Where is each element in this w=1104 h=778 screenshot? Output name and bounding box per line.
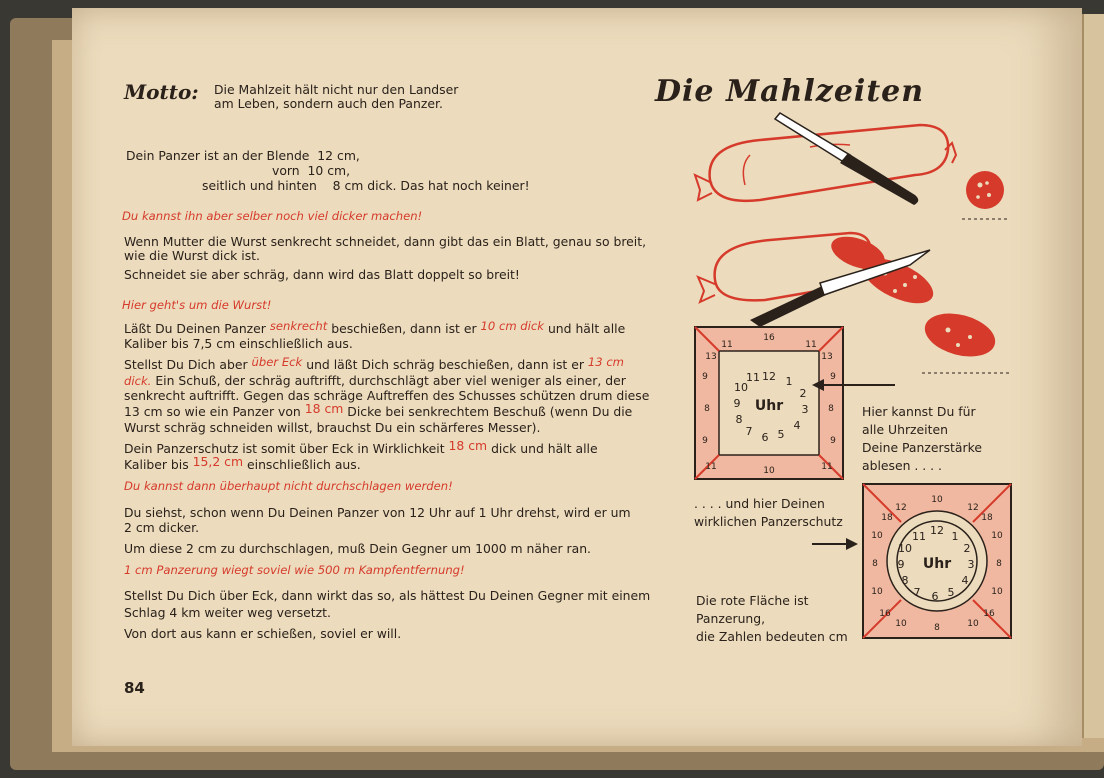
clock2-center-label: Uhr — [922, 556, 952, 572]
red-line-2: Hier geht's um die Wurst! — [122, 298, 272, 312]
svg-text:11: 11 — [821, 462, 833, 472]
p4-text-4: 13 cm so wie ein Panzer von — [124, 404, 301, 419]
p4-red-1: über Eck — [251, 355, 303, 369]
svg-text:9: 9 — [702, 436, 708, 446]
paragraph-7: Um diese 2 cm zu durchschlagen, muß Dein Gegner um 1000 m näher ran. — [124, 541, 591, 556]
svg-text:9: 9 — [830, 436, 836, 446]
clock-label-3 — [696, 592, 848, 646]
p4-text-3: Ein Schuß, der schräg auftrifft, durchschlägt aber viel weniger als einer, der — [155, 373, 626, 388]
red-line-4: 1 cm Panzerung wiegt soviel wie 500 m Kampfentfernung! — [124, 563, 465, 577]
armor-line-2: vorn 10 cm, — [272, 163, 351, 178]
svg-text:12: 12 — [762, 370, 776, 383]
svg-text:11: 11 — [912, 530, 926, 543]
svg-text:16: 16 — [879, 609, 891, 619]
p5-text-4: einschließlich aus. — [247, 457, 361, 472]
svg-text:10: 10 — [931, 495, 943, 505]
armor-clock-angled — [861, 482, 1013, 640]
paragraph-4-line-5: Wurst schräg schneiden willst, brauchst Du ein schärferes Messer). — [124, 420, 541, 435]
paragraph-4-line-4 — [124, 401, 633, 420]
page-title: Die Mahlzeiten — [655, 74, 925, 109]
p4-text-2: und läßt Dich schräg beschießen, dann ist er — [306, 357, 584, 372]
armor-line-3: seitlich und hinten 8 cm dick. Das hat noch keiner! — [202, 178, 530, 193]
p3-text-1: Läßt Du Deinen Panzer — [124, 321, 266, 336]
svg-text:8: 8 — [828, 404, 834, 414]
paragraph-8-line-2: Schlag 4 km weiter weg versetzt. — [124, 605, 331, 620]
clock-label-1-line-2: alle Uhrzeiten — [862, 422, 948, 437]
svg-text:13: 13 — [705, 352, 717, 362]
arrow-left-icon — [810, 375, 900, 395]
svg-text:7: 7 — [745, 425, 753, 438]
p5-red-1: 18 cm — [448, 438, 488, 453]
paragraph-4-line-3: senkrecht auftrifft. Gegen das schräge Auftreffen des Schusses schützen drum diese — [124, 388, 650, 403]
motto-line-1: Die Mahlzeit hält nicht nur den Landser — [214, 82, 459, 97]
svg-text:4: 4 — [961, 574, 969, 587]
svg-text:10: 10 — [898, 542, 912, 555]
svg-text:10: 10 — [991, 531, 1003, 541]
svg-text:13: 13 — [821, 352, 833, 362]
arrow-right-icon — [810, 534, 860, 554]
svg-text:1: 1 — [951, 530, 959, 543]
svg-text:8: 8 — [735, 413, 743, 426]
p4-red-2: 13 cm — [587, 355, 624, 369]
p4-text-1: Stellst Du Dich aber — [124, 357, 248, 372]
svg-text:10: 10 — [734, 381, 748, 394]
facing-page-edge — [1082, 14, 1104, 738]
svg-text:1: 1 — [785, 375, 793, 388]
p3-red-1: senkrecht — [269, 319, 328, 333]
svg-text:11: 11 — [705, 462, 717, 472]
clock-label-1-line-4: ablesen . . . . — [862, 458, 942, 473]
clock-label-3-line-3: die Zahlen bedeuten cm — [696, 629, 848, 644]
p3-text-2: beschießen, dann ist er — [331, 321, 477, 336]
svg-text:2: 2 — [799, 387, 807, 400]
p4-red-4: 18 cm — [304, 401, 344, 416]
paragraph-1-line-1: Wenn Mutter die Wurst senkrecht schneidet, dann gibt das ein Blatt, genau so breit, — [124, 234, 647, 249]
motto-label: Motto: — [124, 80, 199, 104]
paragraph-5-line-2 — [124, 454, 361, 473]
motto-line-2: am Leben, sondern auch den Panzer. — [214, 96, 443, 111]
clock-label-2-line-2: wirklichen Panzerschutz — [694, 514, 843, 529]
paragraph-6-line-2: 2 cm dicker. — [124, 520, 200, 535]
svg-text:8: 8 — [704, 404, 710, 414]
svg-text:10: 10 — [871, 531, 883, 541]
svg-text:2: 2 — [963, 542, 971, 555]
red-line-1: Du kannst ihn aber selber noch viel dicker machen! — [122, 209, 423, 223]
clock-label-2-line-1: . . . . und hier Deinen — [694, 496, 825, 511]
clock-label-2 — [694, 495, 843, 531]
svg-text:5: 5 — [777, 428, 785, 441]
svg-text:12: 12 — [967, 503, 979, 513]
clock-label-3-line-2: Panzerung, — [696, 611, 766, 626]
page-number: 84 — [124, 679, 145, 697]
svg-text:16: 16 — [983, 609, 995, 619]
svg-text:7: 7 — [913, 586, 921, 599]
svg-text:4: 4 — [793, 419, 801, 432]
paragraph-4-line-2 — [124, 373, 626, 389]
svg-text:10: 10 — [895, 619, 907, 629]
svg-text:11: 11 — [746, 371, 760, 384]
paragraph-3-line-1 — [124, 321, 625, 337]
p4-text-5: Dicke bei senkrechtem Beschuß (wenn Du die — [347, 404, 633, 419]
svg-text:6: 6 — [761, 431, 769, 444]
p4-red-3: dick. — [124, 374, 152, 388]
svg-text:10: 10 — [991, 587, 1003, 597]
clock-label-1-line-3: Deine Panzerstärke — [862, 440, 982, 455]
svg-text:16: 16 — [763, 333, 775, 343]
svg-text:8: 8 — [872, 559, 878, 569]
clock-label-1-line-1: Hier kannst Du für — [862, 404, 976, 419]
paragraph-1-line-2: wie die Wurst dick ist. — [124, 248, 260, 263]
p5-text-1: Dein Panzerschutz ist somit über Eck in Wirklichkeit — [124, 441, 445, 456]
svg-text:8: 8 — [901, 574, 909, 587]
armor-clock-frontal — [693, 325, 845, 481]
p5-text-2: dick und hält alle — [491, 441, 598, 456]
svg-text:10: 10 — [871, 587, 883, 597]
armor-line-1: Dein Panzer ist an der Blende 12 cm, — [126, 148, 360, 163]
paragraph-2: Schneidet sie aber schräg, dann wird das Blatt doppelt so breit! — [124, 267, 520, 282]
clock-label-3-line-1: Die rote Fläche ist — [696, 593, 809, 608]
paragraph-9: Von dort aus kann er schießen, soviel er will. — [124, 626, 402, 641]
svg-text:9: 9 — [830, 372, 836, 382]
svg-text:11: 11 — [721, 340, 733, 350]
svg-text:9: 9 — [897, 558, 905, 571]
svg-text:18: 18 — [981, 513, 993, 523]
paragraph-6-line-1: Du siehst, schon wenn Du Deinen Panzer von 12 Uhr auf 1 Uhr drehst, wird er um — [124, 505, 631, 520]
svg-text:12: 12 — [895, 503, 907, 513]
svg-text:10: 10 — [763, 466, 775, 476]
p5-text-3: Kaliber bis — [124, 457, 189, 472]
svg-text:3: 3 — [967, 558, 975, 571]
svg-text:10: 10 — [967, 619, 979, 629]
p3-red-2: 10 cm dick — [480, 319, 544, 333]
clock1-center-label: Uhr — [754, 398, 784, 414]
red-line-3: Du kannst dann überhaupt nicht durchschlagen werden! — [124, 479, 453, 493]
clock-label-1 — [862, 403, 982, 475]
svg-text:8: 8 — [996, 559, 1002, 569]
p3-text-3: und hält alle — [547, 321, 626, 336]
svg-text:9: 9 — [702, 372, 708, 382]
paragraph-3-line-2: Kaliber bis 7,5 cm einschließlich aus. — [124, 336, 353, 351]
svg-text:9: 9 — [733, 397, 741, 410]
svg-text:5: 5 — [947, 586, 955, 599]
svg-text:11: 11 — [805, 340, 817, 350]
svg-text:8: 8 — [934, 623, 940, 633]
svg-text:12: 12 — [930, 524, 944, 537]
paragraph-4-line-1 — [124, 357, 624, 373]
svg-text:6: 6 — [931, 590, 939, 603]
svg-text:3: 3 — [801, 403, 809, 416]
p5-red-2: 15,2 cm — [192, 454, 244, 469]
paragraph-8-line-1: Stellst Du Dich über Eck, dann wirkt das so, als hättest Du Deinen Gegner mit einem — [124, 588, 651, 603]
svg-text:18: 18 — [881, 513, 893, 523]
